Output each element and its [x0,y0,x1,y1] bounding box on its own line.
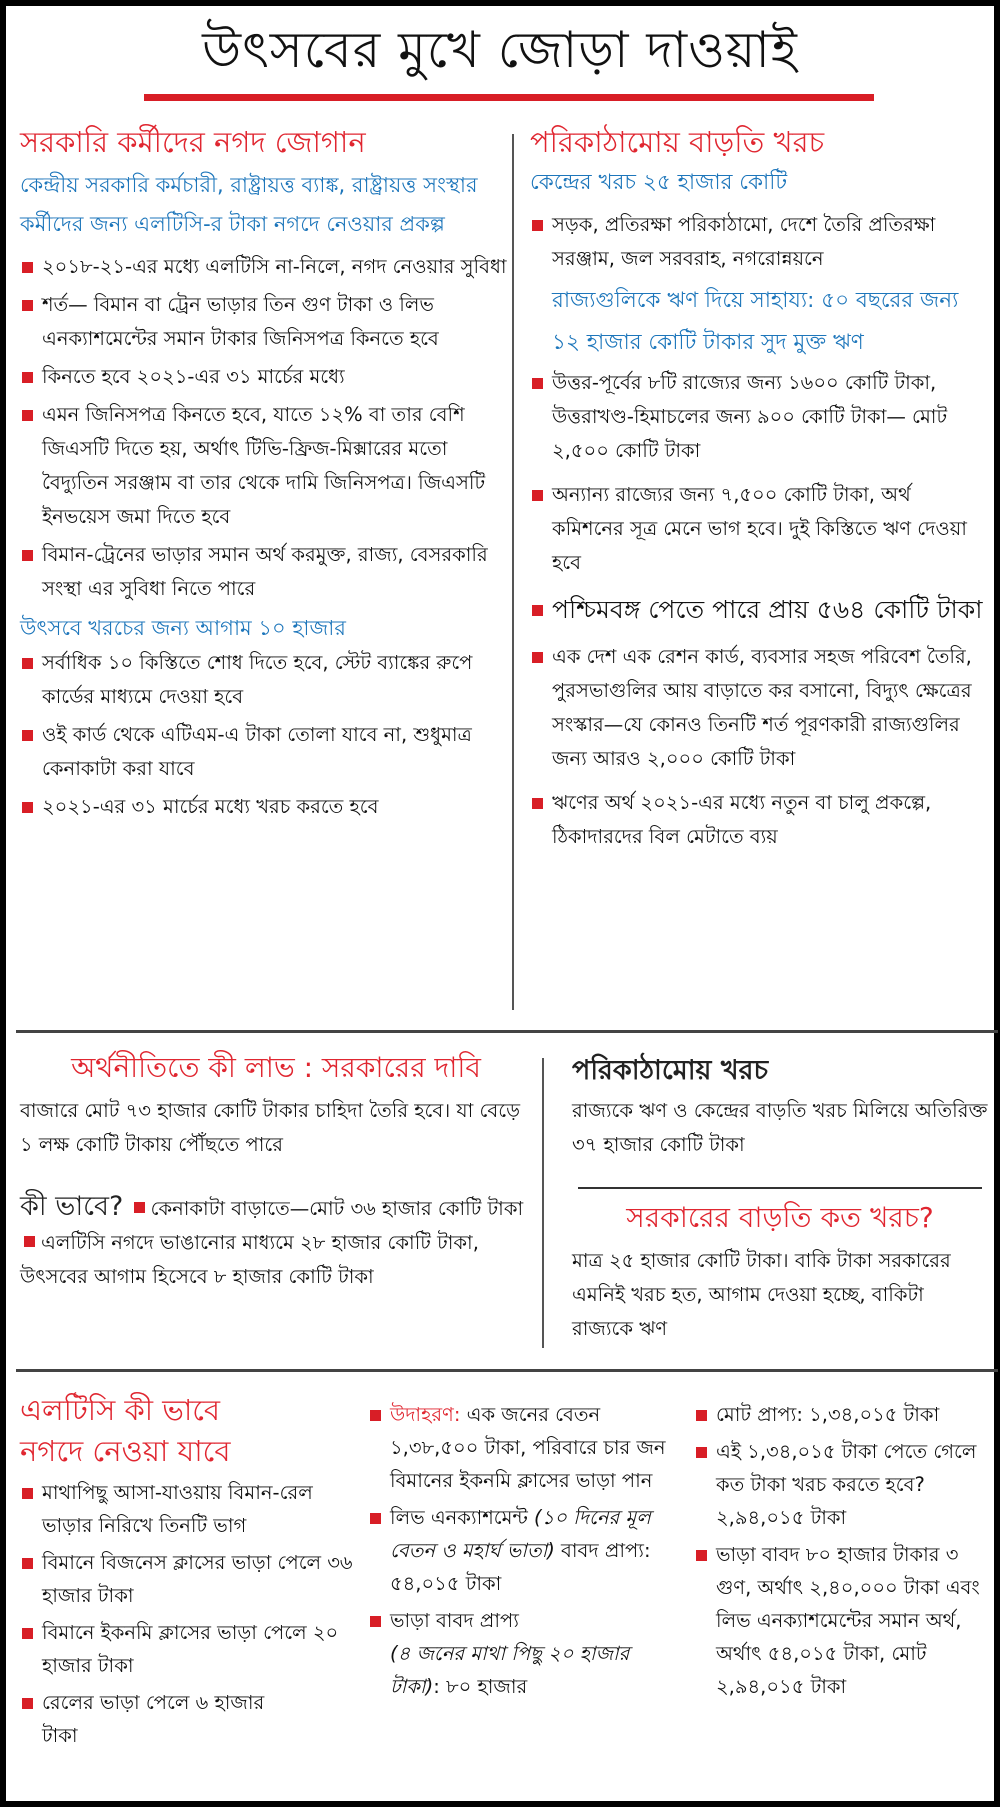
list-item-text: এক জনের বেতন ১,৩৮,৫০০ টাকা, পরিবারে চার জন বিমানের ইকনমি ক্লাসের ভাড়া পান [390,1403,666,1492]
bullet-icon [532,378,543,389]
how-item: এলটিসি নগদে ভাঙানোর মাধ্যমে ২৮ হাজার কোটি টাকা, উৎসবের আগাম হিসেবে ৮ হাজার কোটি টাকা [20,1231,479,1288]
bullet-icon [22,1488,33,1499]
list-item [20,1546,360,1612]
section-heading: সরকারি কর্মীদের নগদ জোগান [20,125,366,159]
list-item-text: কিনতে হবে ২০২১-এর ৩১ মার্চের মধ্যে [42,365,345,388]
list-item [694,1538,990,1703]
list-item-text: উত্তর-পূর্বের ৮টি রাজ্যের জন্য ১৬০০ কোটি টাকা, উত্তরাখণ্ড-হিমাচলের জন্য ৯০০ কোটি টাকা— মোট ২,৫০০ কোটি টাকা [552,371,948,462]
how-label: কী ভাবে? [20,1191,124,1222]
list-item-text: শর্ত— বিমান বা ট্রেন ভাড়ার তিন গুণ টাকা ও লিভ এনক্যাশমেন্টের সমান টাকার জিনিসপত্র কিনতে হবে [42,293,439,350]
list-item [20,398,510,534]
bullet-icon [532,220,543,231]
title-underline [144,94,874,101]
list-item [20,790,510,824]
example-section [368,1398,680,1707]
bullet-icon [22,262,33,273]
section-paragraph: রাজ্যকে ঋণ ও কেন্দ্রের বাড়তি খরচ মিলিয়ে অতিরিক্ত ৩৭ হাজার কোটি টাকা [572,1099,988,1156]
bullet-icon [22,550,33,561]
bullet-icon [532,798,543,809]
list-item-text: ভাড়া বাবদ ৮০ হাজার টাকার ৩ গুণ, অর্থাৎ ২,৪০,০০০ টাকা এবং লিভ এনক্যাশমেন্টের সমান অর্থ, অর্থাৎ ৫৪,০১৫ টাকা, মোট ২,৯৪,০১৫ টাকা [716,1543,980,1698]
how-paragraph [20,1188,532,1294]
bullet-icon [22,300,33,311]
list-item-text: পশ্চিমবঙ্গ পেতে পারে প্রায় ৫৬৪ কোটি টাকা [552,595,983,624]
heading-line: এলটিসি কী ভাবে [20,1393,221,1427]
list-item-text: এক দেশ এক রেশন কার্ড, ব্যবসার সহজ পরিবেশ তৈরি, পুরসভাগুলির আয় বাড়াতে কর বসানো, বিদ্যুৎ ক্ষেত্রের সংস্কার—যে কোনও তিনটি শর্ত পূরণকারী রাজ্যগুলির জন্য আরও ২,০০০ কোটি টাকা [552,645,972,770]
list-item [368,1604,680,1703]
list-item-text: এমন জিনিসপত্র কিনতে হবে, যাতে ১২% বা তার বেশি জিএসটি দিতে হয়, অর্থাৎ টিভি-ফ্রিজ-মিক্সারের মতো বৈদ্যুতিন সরঞ্জাম বা তার থেকে দামি জিনিসপত্র। জিএসটি ইনভয়েস জমা দিতে হবে [42,403,486,528]
list-item-text: রেলের ভাড়া পেলে ৬ হাজার টাকা [42,1691,265,1747]
list-item-text: লিভ এনক্যাশমেন্ট [390,1506,528,1529]
list-item-text: অন্যান্য রাজ্যের জন্য ৭,৫০০ কোটি টাকা, অর্থ কমিশনের সূত্র মেনে ভাগ হবে। দুই কিস্তিতে ঋণ দেওয়া হবে [552,483,967,574]
bullet-icon [532,605,543,616]
economy-benefit-section [20,1048,532,1294]
bullet-icon [370,1616,381,1627]
bullet-icon [22,802,33,813]
bullet-list [530,208,988,276]
bullet-icon [22,1558,33,1569]
list-item-text: বিমানে ইকনমি ক্লাসের ভাড়া পেলে ২০ হাজার টাকা [42,1621,339,1677]
bullet-icon [532,652,543,663]
bullet-icon [22,658,33,669]
list-item [20,1686,360,1752]
section-subheading: কেন্দ্রের খরচ ২৫ হাজার কোটি [530,170,788,195]
extra-spend-section [572,1198,988,1346]
column-divider [542,1058,544,1348]
list-item-note: (১০ দিনের মূল বেতন ও মহার্ঘ ভাতা) [390,1506,651,1562]
how-item: কেনাকাটা বাড়াতে—মোট ৩৬ হাজার কোটি টাকা [150,1197,524,1220]
list-item [368,1398,680,1497]
list-item [530,366,988,468]
example-label: উদাহরণ: [390,1403,461,1426]
section-heading: সরকারের বাড়তি কত খরচ? [626,1201,934,1234]
heading-line: নগদে নেওয়া যাবে [20,1434,231,1468]
bullet-icon [532,490,543,501]
bullet-list [20,250,510,606]
calculation-section [694,1398,990,1707]
list-item-text: সড়ক, প্রতিরক্ষা পরিকাঠামো, দেশে তৈরি প্রতিরক্ষা সরঞ্জাম, জল সরবরাহ, নগরোন্নয়নে [552,213,936,270]
column-divider [512,134,514,1010]
list-item-text: ভাড়া বাবদ প্রাপ্য [390,1609,519,1632]
section-heading: অর্থনীতিতে কী লাভ : সরকারের দাবি [71,1051,481,1084]
list-item-text: মোট প্রাপ্য: ১,৩৪,০১৫ টাকা [716,1403,940,1426]
bullet-list [694,1398,990,1703]
bullet-list [20,1476,360,1752]
list-item [20,1476,360,1542]
section-paragraph: মাত্র ২৫ হাজার কোটি টাকা। বাকি টাকা সরকারের এমনিই খরচ হত, আগাম দেওয়া হচ্ছে, বাকিটা রাজ্যকে ঋণ [572,1249,951,1340]
bullet-icon [696,1550,707,1561]
list-item-text: ২০২১-এর ৩১ মার্চের মধ্যে খরচ করতে হবে [42,795,379,818]
list-item [694,1398,990,1431]
bullet-list [20,646,510,824]
section-subheading: রাজ্যগুলিকে ঋণ দিয়ে সাহায্য: ৫০ বছরের জন্য ১২ হাজার কোটি টাকার সুদ মুক্ত ঋণ [552,288,959,355]
bullet-icon [22,372,33,383]
list-item-text: সর্বাধিক ১০ কিস্তিতে শোধ দিতে হবে, স্টেট ব্যাঙ্কের রুপে কার্ডের মাধ্যমে দেওয়া হবে [42,651,473,708]
bullet-icon [370,1513,381,1524]
list-item [530,640,988,776]
section-divider [16,1030,998,1033]
bullet-icon [22,1698,33,1709]
bullet-icon [696,1410,707,1421]
list-item-value: : ৮০ হাজার [433,1675,528,1698]
section-divider [16,1369,998,1372]
infographic-page [4,4,996,1803]
list-item-text: ঋণের অর্থ ২০২১-এর মধ্যে নতুন বা চালু প্রকল্পে, ঠিকাদারদের বিল মেটাতে ব্যয় [552,791,932,848]
list-item [20,288,510,356]
bullet-icon [22,730,33,741]
section-subheading: কেন্দ্রীয় সরকারি কর্মচারী, রাষ্ট্রায়ত্ত ব্যাঙ্ক, রাষ্ট্রায়ত্ত সংস্থার কর্মীদের জন্য এলটিসি-র টাকা নগদে নেওয়ার প্রকল্প [20,173,478,236]
list-item-text: বিমান-ট্রেনের ভাড়ার সমান অর্থ করমুক্ত, রাজ্য, বেসরকারি সংস্থা এর সুবিধা নিতে পারে [42,543,488,600]
section-heading: পরিকাঠামোয় বাড়তি খরচ [530,125,825,159]
bullet-icon [22,1628,33,1639]
list-item [20,360,510,394]
list-item [20,250,510,284]
list-item [20,646,510,714]
list-item-text: এই ১,৩৪,০১৫ টাকা পেতে গেলে কত টাকা খরচ করতে হবে? ২,৯৪,০১৫ টাকা [716,1440,977,1529]
list-item-text: ওই কার্ড থেকে এটিএম-এ টাকা তোলা যাবে না, শুধুমাত্র কেনাকাটা করা যাবে [42,723,472,780]
infrastructure-spend-section [572,1052,988,1162]
list-item [20,1616,360,1682]
list-item [530,786,988,854]
section-heading: পরিকাঠামোয় খরচ [572,1055,769,1086]
list-item-value: বাবদ প্রাপ্য: ৫৪,০১৫ টাকা [390,1539,651,1595]
list-item [530,590,988,630]
section-divider [578,1187,982,1189]
list-item [530,208,988,276]
list-item-text: বিমানে বিজনেস ক্লাসের ভাড়া পেলে ৩৬ হাজার টাকা [42,1551,353,1607]
list-item-text: মাথাপিছু আসা-যাওয়ায় বিমান-রেল ভাড়ার নিরিখে তিনটি ভাগ [42,1481,313,1537]
bullet-icon [22,410,33,421]
list-item-text: ২০১৮-২১-এর মধ্যে এলটিসি না-নিলে, নগদ নেওয়ার সুবিধা [42,255,507,278]
section-paragraph: বাজারে মোট ৭৩ হাজার কোটি টাকার চাহিদা তৈরি হবে। যা বেড়ে ১ লক্ষ কোটি টাকায় পৌঁছতে পারে [20,1099,521,1156]
bullet-list [368,1398,680,1703]
ltc-cash-section [20,1390,360,1756]
infrastructure-section [530,122,988,858]
title-block [6,6,994,106]
list-item [694,1435,990,1534]
bullet-icon [696,1447,707,1458]
list-item [20,538,510,606]
bullet-icon [134,1202,145,1213]
cash-support-section [20,122,510,828]
list-item [20,718,510,786]
section-heading [20,1390,360,1472]
list-item [530,478,988,580]
bullet-list [530,366,988,854]
list-item [368,1501,680,1600]
section-subheading: উৎসবে খরচের জন্য আগাম ১০ হাজার [20,616,346,640]
list-item-note: (৪ জনের মাথা পিছু ২০ হাজার টাকা) [390,1642,630,1698]
bullet-icon [370,1410,381,1421]
bullet-icon [24,1236,35,1247]
page-title: উৎসবের মুখে জোড়া দাওয়াই [202,21,798,79]
